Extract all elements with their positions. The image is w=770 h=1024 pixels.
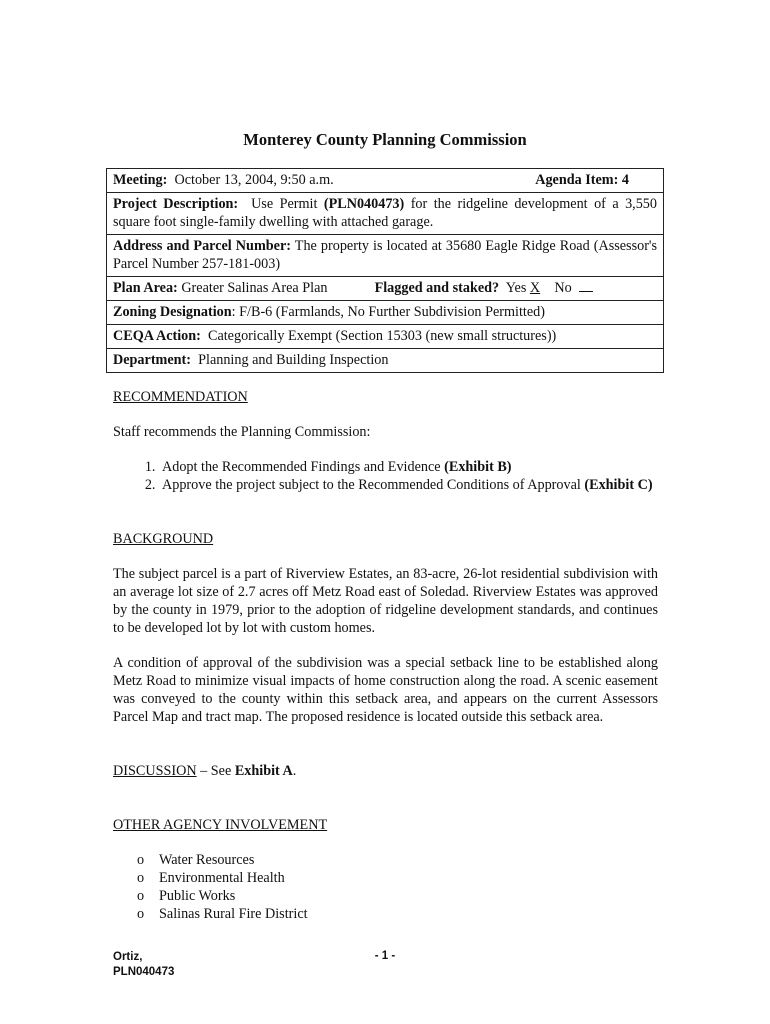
- agency-section: [113, 816, 658, 923]
- discussion-text: – See: [196, 763, 235, 779]
- plan-label: Plan Area:: [113, 280, 178, 296]
- project-permit: (PLN040473): [323, 196, 405, 212]
- agency-heading: OTHER AGENCY INVOLVEMENT: [113, 817, 328, 833]
- footer-name: Ortiz,: [113, 951, 143, 963]
- background-paragraph-2: A condition of approval of the subdivision was a special setback line to be established along Metz Road to minimize visual impacts of home construction along the road. A scenic easement was conveyed to the county within this setback area, and appears on the current Assessors Parcel Map and tract map. The proposed residence is located outside this setback area.: [113, 655, 658, 725]
- bullet-icon: o: [137, 870, 145, 886]
- plan-row: [107, 277, 664, 301]
- zoning-label: Zoning Designation: [113, 304, 232, 320]
- project-info-table: [106, 168, 664, 373]
- ceqa-row: [107, 325, 664, 349]
- agenda-item: Agenda Item: 4: [535, 172, 629, 188]
- meeting-label: Meeting:: [113, 172, 168, 188]
- project-row: [107, 193, 664, 235]
- ceqa-value: Categorically Exempt (Section 15303 (new small structures)): [207, 328, 557, 344]
- department-label: Department:: [113, 352, 192, 368]
- page-number: - 1 -: [374, 950, 396, 962]
- recommendation-list: [113, 458, 658, 494]
- list-item: o Environmental Health: [137, 870, 285, 886]
- list-item: o Salinas Rural Fire District: [137, 906, 308, 922]
- page-title: Monterey County Planning Commission: [243, 130, 527, 149]
- bullet-icon: o: [137, 906, 145, 922]
- project-text-2: for the ridgeline development of a 3,550 square foot single-family dwelling with attached garage.: [113, 196, 657, 230]
- address-row: [107, 235, 664, 277]
- list-item: 2. Approve the project subject to the Recommended Conditions of Approval (Exhibit C): [159, 476, 658, 494]
- ceqa-label: CEQA Action:: [113, 328, 201, 344]
- agency-list: [113, 851, 658, 923]
- recommendation-section: [113, 388, 658, 494]
- flagged-no-blank: [579, 279, 593, 292]
- background-heading: BACKGROUND: [113, 531, 214, 547]
- department-row: [107, 349, 664, 373]
- flagged-yes: Yes: [505, 280, 527, 296]
- recommendation-intro: Staff recommends the Planning Commission:: [113, 424, 371, 440]
- list-item: o Water Resources: [137, 852, 255, 868]
- address-label: Address and Parcel Number:: [113, 238, 291, 254]
- flagged-no: No: [554, 280, 572, 296]
- bullet-icon: o: [137, 888, 145, 904]
- department-value: Planning and Building Inspection: [198, 352, 389, 368]
- flagged-label: Flagged and staked?: [374, 280, 500, 296]
- recommendation-heading: RECOMMENDATION: [113, 389, 248, 405]
- bullet-icon: o: [137, 852, 145, 868]
- address-value: The property is located at 35680 Eagle Ridge Road (Assessor's Parcel Number 257-181-003): [113, 238, 657, 272]
- plan-value: Greater Salinas Area Plan: [181, 280, 328, 296]
- list-item: 1. Adopt the Recommended Findings and Evidence (Exhibit B): [159, 458, 658, 476]
- list-item: o Public Works: [137, 888, 236, 904]
- background-paragraph-1: The subject parcel is a part of Riverview Estates, an 83-acre, 26-lot residential subdivision with an average lot size of 2.7 acres off Metz Road east of Soledad. Riverview Estates was approved by the county in 1979, prior to the adoption of ridgeline development standards, and continues to be developed lot by lot with custom homes.: [113, 566, 658, 636]
- background-section: [113, 530, 658, 726]
- meeting-value: October 13, 2004, 9:50 a.m.: [174, 172, 334, 188]
- project-label: Project Description:: [113, 196, 239, 212]
- zoning-value: : F/B-6 (Farmlands, No Further Subdivision Permitted): [231, 304, 545, 320]
- meeting-row: [107, 169, 664, 193]
- zoning-row: [107, 301, 664, 325]
- discussion-exhibit: Exhibit A: [234, 763, 293, 779]
- discussion-heading: DISCUSSION: [113, 763, 197, 779]
- flagged-yes-mark: X: [529, 280, 541, 296]
- discussion-section: DISCUSSION – See Exhibit A.: [113, 763, 297, 779]
- project-text-1: Use Permit: [251, 196, 318, 212]
- footer-permit: PLN040473: [113, 966, 175, 978]
